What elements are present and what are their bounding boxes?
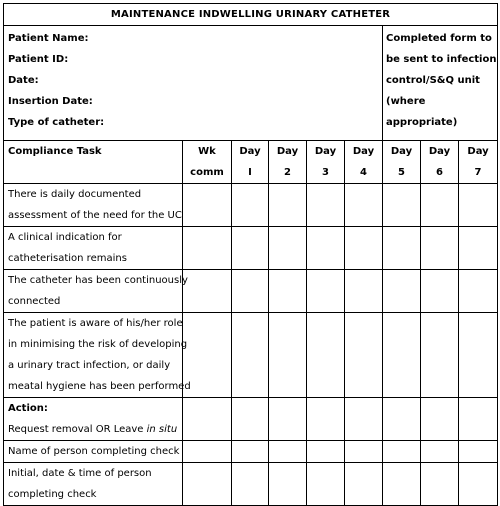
- day-2-header: Day 2: [269, 141, 307, 184]
- day-4-header: Day 4: [345, 141, 383, 184]
- check-cell[interactable]: [459, 313, 498, 398]
- table-row: [4, 270, 498, 313]
- check-cell[interactable]: [232, 441, 269, 463]
- note-line: Completed form to: [386, 33, 492, 44]
- week-commencing-header: Wk comm: [183, 141, 232, 184]
- check-cell[interactable]: [383, 313, 421, 398]
- check-cell[interactable]: [459, 441, 498, 463]
- form-table: [3, 3, 498, 506]
- check-cell[interactable]: [459, 463, 498, 506]
- task-label: The catheter has been continuously connected: [4, 270, 183, 313]
- table-row: [4, 184, 498, 227]
- column-header-row: [4, 141, 498, 184]
- note-line: control/S&Q unit: [386, 75, 480, 86]
- check-cell[interactable]: [232, 184, 269, 227]
- check-cell[interactable]: [269, 270, 307, 313]
- check-cell[interactable]: [307, 184, 345, 227]
- check-cell[interactable]: [421, 313, 459, 398]
- check-cell[interactable]: [345, 270, 383, 313]
- check-cell[interactable]: [459, 398, 498, 441]
- note-line: be sent to infection: [386, 54, 497, 65]
- check-cell[interactable]: [269, 398, 307, 441]
- check-cell[interactable]: [345, 184, 383, 227]
- check-cell[interactable]: [345, 398, 383, 441]
- day-6-header: Day 6: [421, 141, 459, 184]
- check-cell[interactable]: [345, 463, 383, 506]
- insertion-date-field[interactable]: Insertion Date:: [8, 96, 93, 107]
- form-title: MAINTENANCE INDWELLING URINARY CATHETER: [4, 4, 498, 26]
- check-cell[interactable]: [232, 313, 269, 398]
- day-5-header: Day 5: [383, 141, 421, 184]
- check-cell[interactable]: [269, 313, 307, 398]
- table-row: [4, 441, 498, 463]
- check-cell[interactable]: [307, 270, 345, 313]
- task-label: Initial, date & time of person completing check: [4, 463, 183, 506]
- check-cell[interactable]: [307, 463, 345, 506]
- check-cell[interactable]: [269, 184, 307, 227]
- task-label: There is daily documented assessment of the need for the UC: [4, 184, 183, 227]
- check-cell[interactable]: [421, 184, 459, 227]
- check-cell[interactable]: [459, 227, 498, 270]
- check-cell[interactable]: [459, 184, 498, 227]
- check-cell[interactable]: [232, 270, 269, 313]
- table-row: [4, 313, 498, 398]
- date-field[interactable]: Date:: [8, 75, 39, 86]
- check-cell[interactable]: [383, 227, 421, 270]
- check-cell[interactable]: [421, 441, 459, 463]
- task-label: Name of person completing check: [4, 441, 183, 463]
- check-cell[interactable]: [232, 398, 269, 441]
- check-cell[interactable]: [345, 441, 383, 463]
- check-cell[interactable]: [383, 398, 421, 441]
- check-cell[interactable]: [269, 227, 307, 270]
- patient-details: [4, 26, 383, 141]
- check-cell[interactable]: [232, 227, 269, 270]
- table-row: [4, 463, 498, 506]
- check-cell[interactable]: [183, 227, 232, 270]
- note-line: (where: [386, 96, 426, 107]
- check-cell[interactable]: [183, 398, 232, 441]
- check-cell[interactable]: [421, 270, 459, 313]
- check-cell[interactable]: [383, 441, 421, 463]
- check-cell[interactable]: [421, 398, 459, 441]
- check-cell[interactable]: [183, 441, 232, 463]
- catheter-type-field[interactable]: Type of catheter:: [8, 117, 105, 128]
- check-cell[interactable]: [345, 227, 383, 270]
- check-cell[interactable]: [383, 270, 421, 313]
- check-cell[interactable]: [307, 227, 345, 270]
- check-cell[interactable]: [183, 463, 232, 506]
- check-cell[interactable]: [307, 313, 345, 398]
- check-cell[interactable]: [307, 441, 345, 463]
- catheter-maintenance-form: [3, 3, 498, 506]
- check-cell[interactable]: [383, 463, 421, 506]
- check-cell[interactable]: [421, 227, 459, 270]
- day-7-header: Day 7: [459, 141, 498, 184]
- patient-name-field[interactable]: Patient Name:: [8, 33, 89, 44]
- check-cell[interactable]: [459, 270, 498, 313]
- note-line: appropriate): [386, 117, 458, 128]
- task-label: A clinical indication for catheterisation remains: [4, 227, 183, 270]
- check-cell[interactable]: [269, 441, 307, 463]
- action-label: Action: Request removal OR Leave in situ: [4, 398, 183, 441]
- check-cell[interactable]: [345, 313, 383, 398]
- check-cell[interactable]: [421, 463, 459, 506]
- check-cell[interactable]: [307, 398, 345, 441]
- day-1-header: Day I: [232, 141, 269, 184]
- compliance-task-header: Compliance Task: [4, 141, 183, 184]
- check-cell[interactable]: [269, 463, 307, 506]
- day-3-header: Day 3: [307, 141, 345, 184]
- check-cell[interactable]: [232, 463, 269, 506]
- completed-form-note: [383, 26, 498, 141]
- table-row: [4, 398, 498, 441]
- check-cell[interactable]: [183, 270, 232, 313]
- patient-id-field[interactable]: Patient ID:: [8, 54, 69, 65]
- check-cell[interactable]: [183, 184, 232, 227]
- table-row: [4, 227, 498, 270]
- check-cell[interactable]: [383, 184, 421, 227]
- task-label: The patient is aware of his/her role in minimising the risk of developing a urinary tract infection, or daily meatal hygiene has been performed: [4, 313, 183, 398]
